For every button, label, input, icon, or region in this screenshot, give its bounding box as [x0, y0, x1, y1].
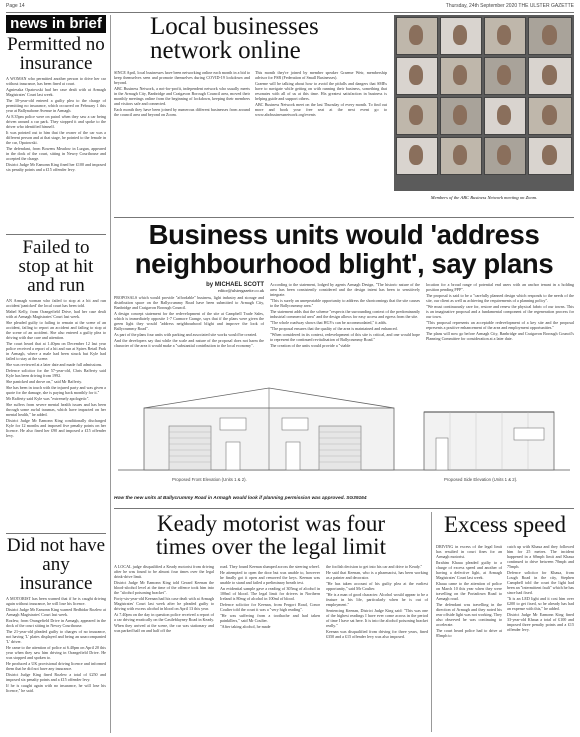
edition-line: Thursday, 24th September 2020 THE ULSTER GAZETTE [445, 3, 574, 9]
headline-line: network online [150, 37, 301, 64]
paragraph: The statement adds that the scheme "respects the surrounding context of the predominantly industrial commercial area" and the design allows for easy access and egress from the site. [270, 309, 420, 319]
keady-column-2 [220, 564, 320, 730]
headline-line: Local businesses [150, 13, 319, 40]
story-permitted-no-insurance [6, 35, 106, 231]
story-body [6, 298, 106, 530]
paragraph: "After taking alcohol, he made [220, 624, 271, 629]
paragraph: She has been in touch with the injured party and was given a quote for the damage, she is paying back monthly for it." [6, 384, 106, 395]
paragraph: According to the statement, lodged by agents Armagh Design, "The historic nature of the area has been consistently considered and the design intent has been to sensitively integrate. [270, 282, 420, 297]
participant-tile [484, 97, 526, 135]
elevation-drawing [114, 380, 574, 493]
headline-line: Keady motorist was four [156, 511, 386, 536]
participant-tile [528, 17, 572, 55]
paragraph: PROPOSALS which would provide "affordable" business, light industry and storage and distribution space on the Ballycrummy Road have been submitted to Armagh City, Banbridge and Craigavon Borough Council. [114, 295, 264, 310]
paragraph: The plans will now go before Armagh City, Banbridge and Craigavon Borough Council's Planning Committee for consideration at a later date. [426, 331, 574, 341]
headline [114, 512, 428, 558]
abc-column-1 [114, 70, 250, 220]
paragraph: District Judge Mr Eamonn King warned Bedbidar Rozlew at Armagh Magistrates' Court last week. [6, 607, 106, 618]
front-elevation-label: Proposed Front Elevation (Units 1 & 2). [172, 477, 247, 482]
paragraph: She pleaded guilty to failing to remain at the scene of an accident, failing to report an accident and failing to stop at the scene of an accident. She also entered a guilty plea to driving with due care and attention. [6, 319, 106, 340]
paragraph: "This proposal represents an acceptable redevelopment of a key site and the proposal represents a positive enhancement of the area and employment opportunities." [426, 320, 574, 330]
paragraph: The 21-year-old pleaded guilty to charges of no insurance, not having 'L' plates displayed and being an unaccompanied 'L' driver. [6, 629, 106, 645]
paragraph: "We must continuously care for, restore and renew the physical fabric of our towns. This is an imaginative proposal and a fundamental component of the regeneration process for our town. [426, 304, 574, 319]
paragraph: The court heard police had to drive at 85mph to [436, 628, 502, 638]
paragraph: District Judge Mr Eamonn King conditionally discharged Kyle for 12 months and imposed five penalty points on her licence. He also fined her £90 and imposed a £15 offender levy. [6, 417, 106, 438]
participant-tile [528, 57, 572, 95]
participant-tile [528, 97, 572, 135]
participant-tile [440, 57, 482, 95]
paragraph: Graeme will be talking about how to avoid the pitfalls and dangers that SMEs have to navigate while getting on with running their business, something that resonates with all of us at this time. His greatest satisfaction in business is helping guide and support others. [255, 81, 387, 101]
lead-column-1 [114, 295, 264, 373]
section-banner: news in brief [6, 15, 106, 33]
participant-tile [484, 17, 526, 55]
paragraph: Defence solicitor for Keenan, from Fergort Road, Conor Coulter told the court it was a "very high reading". [220, 602, 320, 612]
paragraph: And the developers say that while the scale and nature of the proposal does not harm the character of the area it would make a "substantial contribution to the local economy". [114, 338, 264, 348]
paragraph: When they arrived at the scene, the car was stationary and was parked half on and half off the [114, 623, 214, 633]
paragraph: As part of the plans four units with parking and associated site works would be created. [114, 332, 258, 337]
paragraph: SINCE April, local businesses have been networking online each month in a bid to keep themselves seen and promote themselves during COVID-19 lockdown and beyond. [114, 70, 250, 85]
lead-column-2 [270, 282, 420, 376]
byline-block [114, 282, 264, 373]
keady-column-1 [114, 564, 214, 730]
paragraph: Mabel Kelly, from Orangefield Drive, had her case dealt with at Armagh Magistrates' Court last week. [6, 308, 106, 319]
paragraph: "He has taken account of his guilty plea at the earliest opportunity," said Mr Coulter. [326, 581, 428, 591]
abc-column-2 [255, 70, 387, 220]
paragraph: District Judge Mr Eamonn King fined 33-year-old Khaua a total of £100 and imposed three penalty points and a £15 offender levy. [507, 612, 574, 632]
paragraph: The proposal is said to be a "carefully planned design which responds to the needs of the site, our client as well as achieving the requirements of a planning policy". [426, 293, 574, 303]
paragraph: The defendant was travelling in the direction of Armagh and they noted his rear offside light was not working. They also observed he was continuing to accelerate. [436, 602, 502, 627]
headline-line: Business units would 'address [148, 219, 540, 250]
page-number: Page 14 [6, 3, 25, 9]
paragraph: The 30-year-old entered a guilty plea to the charge of permitting no insurance, which occurred on February 1 this year at Ballynahone Avenue in Armagh. [6, 98, 106, 113]
paragraph: He produced a UK provisional driving licence and informed them that he did not have any insurance. [6, 661, 106, 672]
paragraph: District Judge Mr Eamonn King told Gerard Keenan the blood-alcohol level at the time of the offence took him into the "alcohol poisoning bracket". [114, 580, 214, 595]
paragraph: Defence solicitor for Khaua, from Lough Road in the city, Stephen Campbell told the court the light had been an "intermittent fault" which he has since had fixed. [507, 570, 574, 595]
paragraph: Each month they have been joined by numerous different businesses from around the council area and beyond on Zoom. [114, 107, 250, 117]
paragraph: AN Armagh woman who failed to stop at a hit and run accident 'panicked' the local court has been told. [6, 297, 106, 308]
paragraph: Sentencing Keenan, District Judge King said: "This was one of the highest readings I have ever come across in the period of time I have sat here. It is into the alcohol poisoning bracket really." [326, 608, 428, 628]
paragraph: The defendant, from Bowens Meadow in Lurgan, appeared in the dock of the court, sitting in Newry Courthouse and accepted the charge. [6, 146, 106, 161]
zoom-meeting-photo [394, 15, 574, 211]
paragraph: She panicked and drove on," said Mr Rafferty. [6, 378, 83, 384]
paragraph: road. They found Keenan slumped across the steering wheel. [220, 564, 320, 569]
paragraph: Forty-six-year-old Keenan had his case dealt with at Armagh Magistrates' Court last week after he pleaded guilty to driving with excess alcohol in blood on April 13 this year. [114, 596, 214, 611]
paragraph: It was pointed out to him that the owner of the car was a different person and at that stage, he pointed to the female in the car, Opatowski. [6, 130, 106, 145]
paragraph: "It is an LED light and it cost him over £200 to get fixed, so he already has had an expense with this," he added. [507, 596, 574, 611]
story-title: Failed to stop at hit and run [18, 236, 94, 296]
paragraph: District Judge King fined Rozlew a total of £250 and imposed six penalty points and a £15 offender levy. [6, 672, 106, 683]
story-body [6, 76, 106, 231]
story-title: Permitted no insurance [7, 34, 105, 74]
photo-caption: Members of the ABC Business Network meeting on Zoom. [394, 191, 574, 211]
story-title: Did not have any insurance [6, 535, 106, 595]
paragraph: Defence solicitor for the 57-year-old, Chris Rafferty said Kyle has been driving from 1992. [6, 367, 106, 378]
paragraph: "This is surely an unrepeatable opportunity to address the shortcomings that the site causes to the Ballycrummy area." [270, 298, 420, 308]
paragraph: Agnieszka Opatowski had her case dealt with at Armagh Magistrates' Court last week. [6, 87, 106, 97]
column-divider [431, 512, 432, 732]
paragraph: Mr Rafferty said Kyle was "extremely apologetic". [6, 395, 90, 401]
paragraph: Ibrahim Khaua pleaded guilty to a charge of excess speed and another of having a defective light, at Armagh Magistrates' Court last week. [436, 560, 502, 580]
participant-tile [396, 97, 438, 135]
speed-column-1 [436, 544, 502, 730]
paragraph: "The proposal ensures that the quality of the area is maintained and enhanced. [270, 326, 398, 331]
abc-network-story [114, 15, 574, 215]
paragraph: She suffers from severe mental health issues and has been through some awful traumas, which have impacted on her mental health," he added. [6, 401, 106, 417]
paragraph: This month they're joined by member speaker Graeme Weir, membership advisor for FSB (Federation of Small Businesses). [255, 70, 387, 80]
story-divider [114, 508, 574, 509]
paragraph: "He is a man of good character. Alcohol would appear to be a feature in his life, particularly when he is out of employment." [326, 592, 428, 607]
story-body [6, 596, 106, 737]
paragraph: Keenan was disqualified from driving for three years, fined £350 and a £15 offender levy was also imposed. [326, 629, 428, 639]
participant-tile [484, 57, 526, 95]
paragraph: location for a broad range of potential end users with an anchor tenant in a holding position pending PPP". [426, 282, 574, 292]
paragraph: At 8.35pm police were on patrol when they saw a car being driven around a car park. They stopped it and spoke to the driver who identified himself. [6, 114, 106, 129]
paragraph: District Judge Mr Eamonn King fined her £100 and imposed six penalty points and a £15 offender levy. [6, 162, 106, 172]
excess-speed-story [436, 512, 574, 732]
headline [114, 220, 574, 278]
paragraph: A design concept statement for the redevelopment of the site at Campbell Trade Sales, which is immediately opposite 1-7 Carmore Grange, says that if the plans were given the green light they would "address neighbourhood blight and improve the look of Ballycrummy Road". [114, 311, 264, 331]
participant-tile [440, 17, 482, 55]
headline: Excess speed [444, 512, 566, 537]
story-failed-to-stop [6, 238, 106, 530]
keady-motorist-story [114, 512, 428, 732]
participant-tile [528, 137, 572, 175]
elevation-drawing-svg [114, 380, 574, 484]
paragraph: catch up with Khaua and they followed him for 25 metres. The incident happened in a 60mph limit and Khaua continued to drive between 70mph and 75mph. [507, 544, 574, 569]
paragraph: A MOTORIST has been warned that if he is caught driving again without insurance, he will lose his licence. [6, 596, 106, 607]
keady-column-3 [326, 564, 428, 730]
headline [150, 15, 400, 63]
paragraph: "When considered in its context, redevelopment of this site is critical, and one would hope to represent the continued revitalisation of Ballycrummy Road." [270, 332, 420, 342]
headline-line: neighbourhood blight', say plans [134, 248, 554, 279]
business-units-story [114, 220, 574, 505]
paragraph: Khaua came to the attention of police on March 10 this year when they were travelling on the Portadown Road to Armagh road. [436, 581, 502, 601]
paragraph: If he is caught again with no insurance, he will lose his licence," he said. [6, 683, 106, 694]
sidebar-divider [110, 15, 111, 733]
participant-tile [484, 137, 526, 175]
byline-email[interactable]: editor@ulstergazette.co.uk [217, 288, 264, 293]
speed-column-2 [507, 544, 574, 730]
paragraph: He attempted to open the door but was unable to, however he finally got it open and removed the keys. Keenan was unable to stand and failed a preliminary breath test. [220, 570, 320, 585]
paragraph: She was reviewed at a later date and made full admissions. [6, 361, 103, 367]
paragraph: An evidential sample gave a reading of 305mg of alcohol in 100ml of blood. The legal limit for drivers in Northern Ireland is 80mg of alcohol in 100ml of blood. [220, 586, 320, 601]
paragraph: ABC Business Network meet on the last Thursday of every month. To find out more and book your free seat at the next event go to www.abcbusinessnetwork.org/events [255, 102, 387, 117]
participant-tile [440, 97, 482, 135]
paragraph: the foolish decision to get into his car and drive to Keady." [326, 564, 423, 569]
paragraph: A LOCAL judge disqualified a Keady motorist from driving after he was found to be almost four times over the legal drink-drive limit. [114, 564, 214, 579]
paragraph: The creation of the units would provide a "viable [270, 343, 351, 348]
headline-line: times over the legal limit [156, 534, 386, 559]
participant-tile [440, 137, 482, 175]
story-did-not-have-insurance [6, 536, 106, 737]
paragraph: He came to the attention of police at 6.40pm on April 20 this year when they saw him driving in Orangefield Drive. He was stopped and spoken to. [6, 645, 106, 661]
paragraph: "The whole roadway shows that HGVs can be accommodated," it adds. [270, 320, 388, 325]
story-divider [114, 217, 574, 218]
paragraph: A WOMAN who permitted another person to drive her car without insurance, has been fined at court. [6, 76, 106, 86]
photo-caption: How the new units at Ballycrummy Road in Armagh would look if planning permission was approved. SG39164 [114, 496, 367, 501]
participant-tile [396, 17, 438, 55]
story-divider [6, 234, 106, 235]
participant-tile [396, 137, 438, 175]
paragraph: ABC Business Network, a not-for-profit, independent network who usually meets in the Armagh City, Banbridge and Craigavon Borough Council area, moved their monthly meetings online from the beginning of lockdown, keeping their members and visitors safe and connected. [114, 86, 250, 106]
participant-tile [396, 57, 438, 95]
paragraph: Rozlew, from Orangefield Drive in Armagh, appeared in the dock of the court sitting in Newry Courthouse. [6, 618, 106, 629]
paragraph: DRIVING in excess of the legal limit has resulted in court fines for an Armagh motorist. [436, 544, 502, 559]
lead-column-3 [426, 282, 574, 376]
paragraph: "He was suffering from a toothache and had taken painkillers," said Mr Coulter. [220, 613, 320, 623]
side-elevation-label: Proposed Side Elevation (Units 1 & 2). [444, 477, 518, 482]
paragraph: He said that Keenan, who is a pharmacist, has been working as a painter and decorator. [326, 570, 428, 580]
paragraph: At 7.40pm on the day in question police received a report of a car driving erratically on the Castleblayney Road in Keady. [114, 612, 214, 622]
story-divider [6, 533, 106, 534]
byline: by MICHAEL SCOTT [206, 282, 264, 288]
news-in-brief-sidebar [6, 15, 106, 733]
paragraph: The court heard that at 1.40pm on December 12 last year police received a report of a hit and run at Spires Retail Park in Armagh, where a male had been struck but Kyle had failed to stay at the scene. [6, 340, 106, 361]
